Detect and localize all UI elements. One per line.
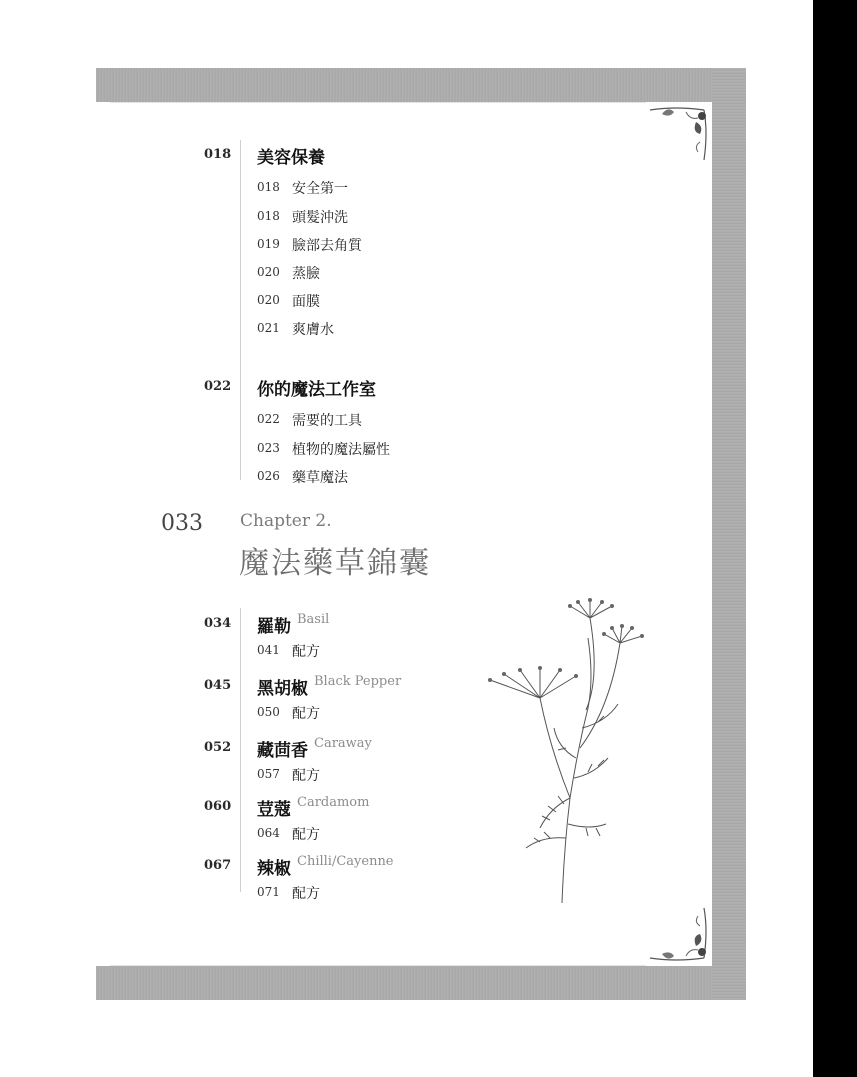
herb-page-number: 060 xyxy=(204,799,232,814)
item-title: 安全第一 xyxy=(292,181,348,197)
item-page-number: 018 xyxy=(257,180,280,194)
herb-page-number: 034 xyxy=(204,616,232,631)
herb-title xyxy=(257,674,402,699)
item-page-number: 019 xyxy=(257,237,280,251)
top-rule xyxy=(110,102,646,103)
scan-edge xyxy=(813,0,857,1077)
item-page-number: 022 xyxy=(257,412,280,426)
item-title: 配方 xyxy=(292,886,320,902)
item-title: 爽膚水 xyxy=(292,322,334,338)
floral-corner-ornament-icon xyxy=(646,102,712,168)
item-page-number: 023 xyxy=(257,441,280,455)
bottom-border-band xyxy=(96,966,746,1000)
section-page-number: 022 xyxy=(204,379,232,394)
right-border-band xyxy=(712,68,746,1000)
herb-name-en: Black Pepper xyxy=(314,674,402,689)
herb-name-en: Cardamom xyxy=(297,795,370,810)
item-page-number: 050 xyxy=(257,705,280,719)
herb-title xyxy=(257,854,394,879)
item-page-number: 026 xyxy=(257,469,280,483)
herb-name-zh: 辣椒 xyxy=(257,859,291,879)
item-title: 配方 xyxy=(292,827,320,843)
chapter-label: Chapter 2. xyxy=(240,511,332,531)
item-title: 面膜 xyxy=(292,294,320,310)
item-page-number: 064 xyxy=(257,826,280,840)
chapter-page-number: 033 xyxy=(161,511,203,536)
herb-title xyxy=(257,795,370,820)
item-title: 蒸臉 xyxy=(292,266,320,282)
caraway-plant-illustration xyxy=(470,598,670,908)
herb-title xyxy=(257,612,330,637)
item-title: 植物的魔法屬性 xyxy=(292,442,390,458)
herb-name-en: Basil xyxy=(297,612,330,627)
section-page-number: 018 xyxy=(204,147,232,162)
floral-corner-ornament-icon xyxy=(646,900,712,966)
item-page-number: 041 xyxy=(257,643,280,657)
herb-page-number: 045 xyxy=(204,678,232,693)
item-page-number: 057 xyxy=(257,767,280,781)
item-title: 配方 xyxy=(292,644,320,660)
item-page-number: 020 xyxy=(257,293,280,307)
herb-name-zh: 荳蔻 xyxy=(257,800,291,820)
herb-page-number: 052 xyxy=(204,740,232,755)
herb-name-en: Chilli/Cayenne xyxy=(297,854,394,869)
item-title: 配方 xyxy=(292,706,320,722)
section-title: 你的魔法工作室 xyxy=(257,380,376,400)
item-title: 臉部去角質 xyxy=(292,238,362,254)
herb-name-en: Caraway xyxy=(314,736,372,751)
item-title: 頭髮沖洗 xyxy=(292,210,348,226)
item-page-number: 021 xyxy=(257,321,280,335)
section-title: 美容保養 xyxy=(257,148,325,168)
toc-guide-line xyxy=(240,608,241,892)
top-border-band xyxy=(96,68,746,102)
item-page-number: 071 xyxy=(257,885,280,899)
chapter-title: 魔法藥草錦囊 xyxy=(239,546,431,581)
item-title: 藥草魔法 xyxy=(292,470,348,486)
bottom-rule xyxy=(110,965,646,966)
herb-name-zh: 藏茴香 xyxy=(257,741,308,761)
herb-title xyxy=(257,736,372,761)
herb-page-number: 067 xyxy=(204,858,232,873)
herb-name-zh: 黑胡椒 xyxy=(257,679,308,699)
toc-guide-line xyxy=(240,140,241,480)
item-page-number: 020 xyxy=(257,265,280,279)
item-title: 配方 xyxy=(292,768,320,784)
item-title: 需要的工具 xyxy=(292,413,362,429)
herb-name-zh: 羅勒 xyxy=(257,617,291,637)
item-page-number: 018 xyxy=(257,209,280,223)
